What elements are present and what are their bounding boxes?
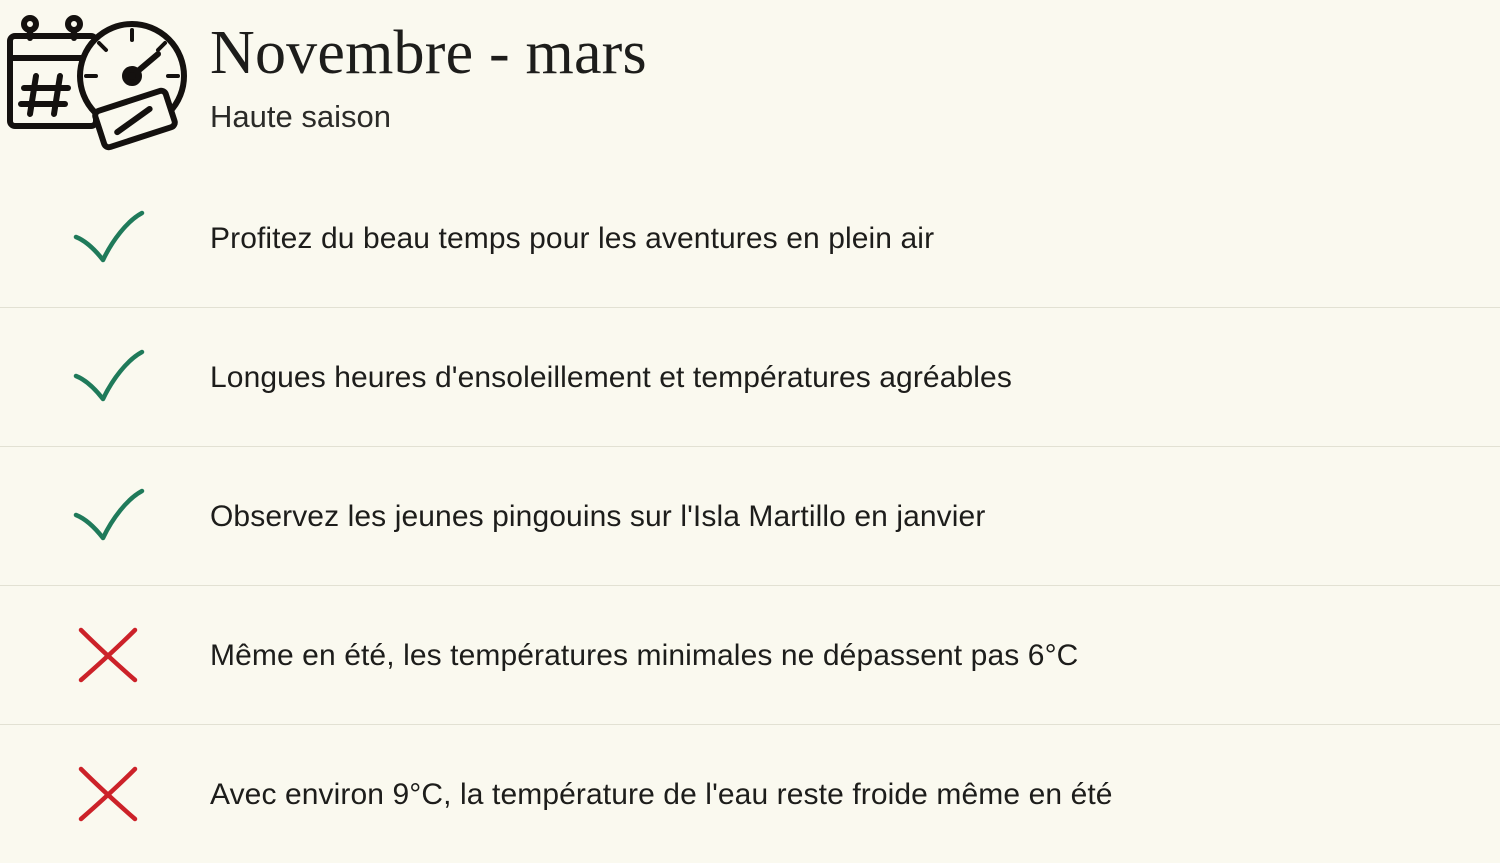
check-icon: [0, 207, 210, 269]
card-header: [0, 0, 1500, 168]
list-item-label: Longues heures d'ensoleillement et températures agréables: [210, 360, 1012, 394]
cross-icon: [0, 624, 210, 686]
list-item: [0, 446, 1500, 585]
page-subtitle: Haute saison: [210, 99, 391, 134]
check-icon: [0, 485, 210, 547]
list-item: [0, 724, 1500, 863]
list-item-label: Profitez du beau temps pour les aventures en plein air: [210, 221, 935, 255]
calendar-gauge-icon: [0, 14, 210, 154]
cross-icon: [0, 763, 210, 825]
header-text-block: [210, 14, 647, 135]
list-item: [0, 585, 1500, 724]
list-item: [0, 307, 1500, 446]
list-item-label: Avec environ 9°C, la température de l'eau reste froide même en été: [210, 777, 1113, 811]
list-item-label: Observez les jeunes pingouins sur l'Isla Martillo en janvier: [210, 499, 986, 533]
list-item: [0, 168, 1500, 307]
list-item-label: Même en été, les températures minimales ne dépassent pas 6°C: [210, 638, 1079, 672]
page-title: Novembre - mars: [210, 19, 647, 87]
check-icon: [0, 346, 210, 408]
pros-cons-list: [0, 168, 1500, 863]
